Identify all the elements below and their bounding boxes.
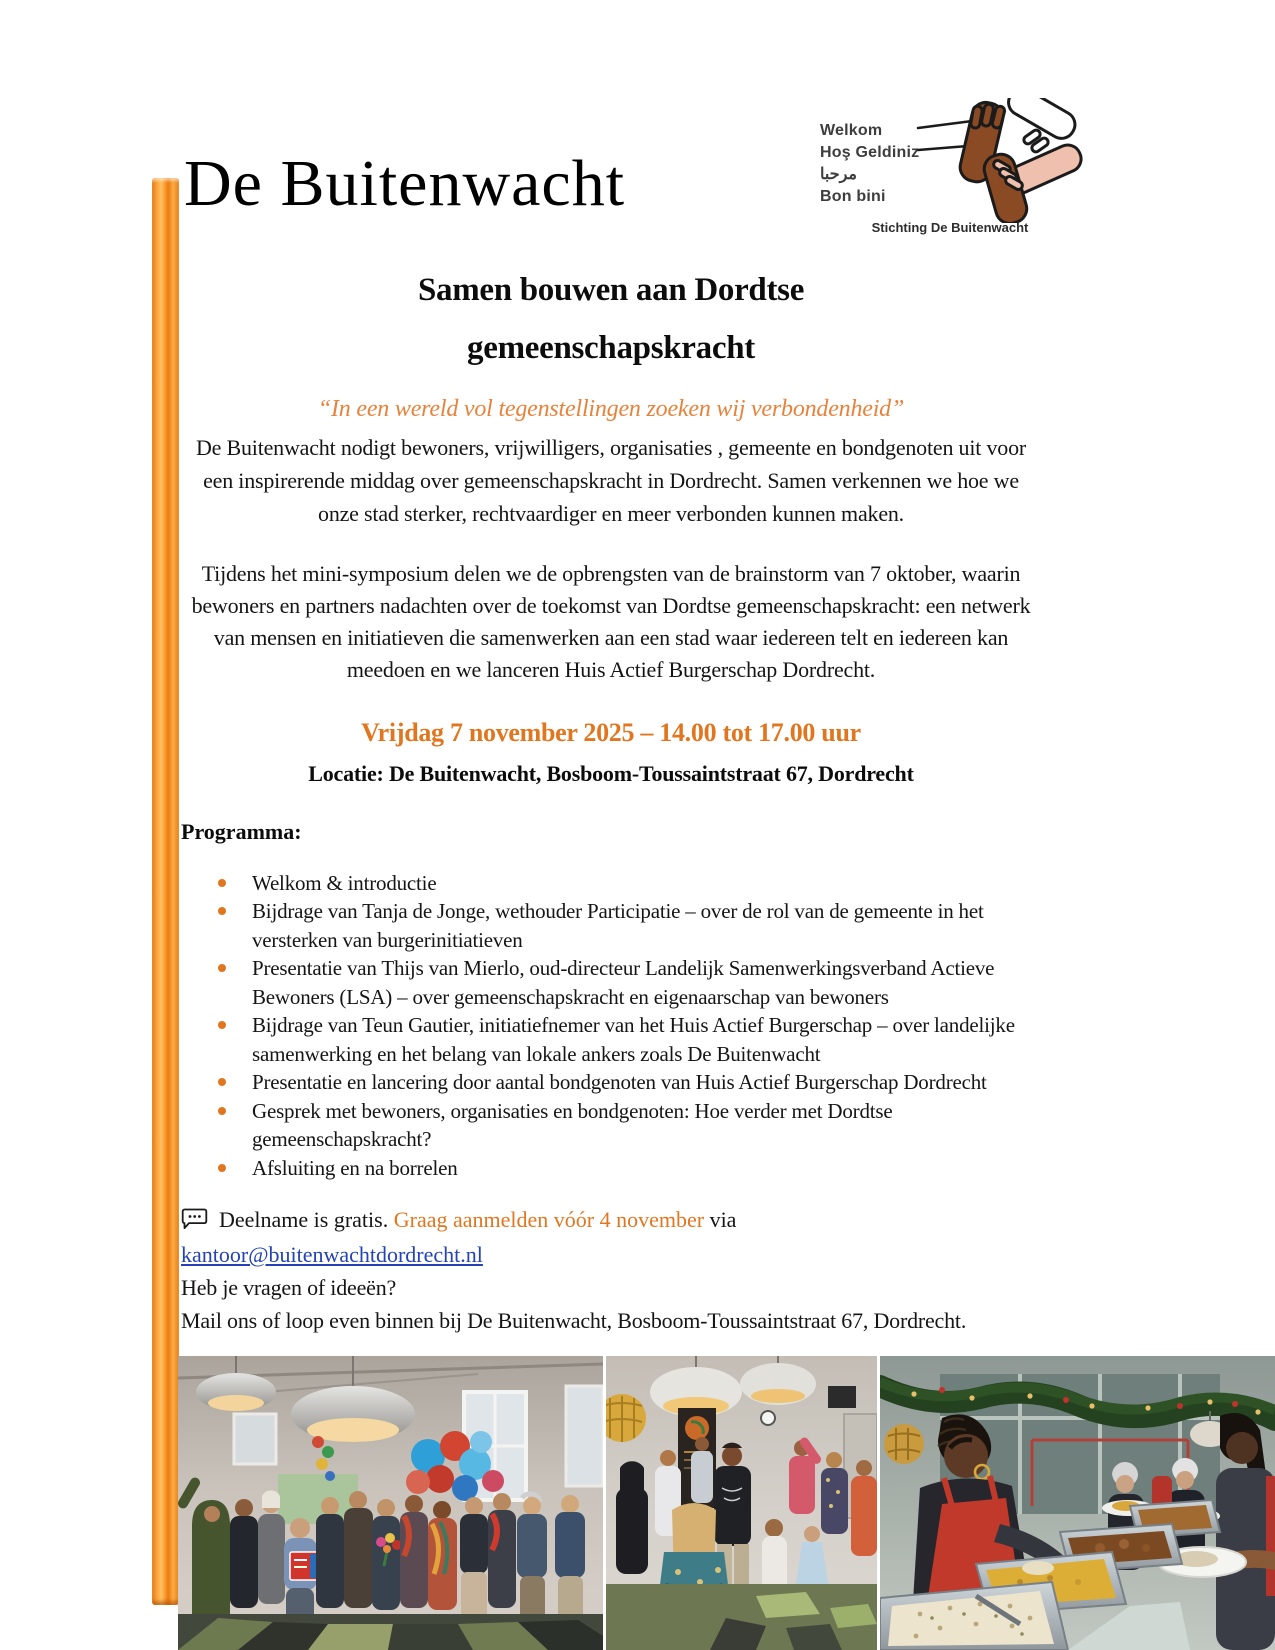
photo-buffet-serving [880, 1356, 1275, 1650]
event-heading: Samen bouwen aan Dordtse gemeenschapskracht [417, 272, 805, 366]
logo-caption: Stichting De Buitenwacht [871, 220, 1029, 235]
logo-welcome-line: مرحبا [820, 166, 857, 183]
program-item [181, 897, 1041, 954]
bullet-icon [218, 1021, 226, 1029]
signup-text: Deelname is gratis. [219, 1207, 394, 1232]
bullet-icon [218, 964, 226, 972]
symposium-paragraph: Tijdens het mini-symposium delen we de opbrengsten van de brainstorm van 7 oktober, waarin bewoners en partners nadachten over de toekomst van Dordtse gemeenschapskracht: een netwerk van mensen en initiatieven die samenwerken aan een stad waar iedereen telt en iedereen kan meedoen en we lanceren Huis Actief Burgerschap Dordrecht. [191, 560, 1031, 682]
program-label: Programma: [181, 818, 302, 844]
mail-line: Mail ons of loop even binnen bij De Buitenwacht, Bosboom-Toussaintstraat 67, Dordrecht. [181, 1308, 967, 1333]
event-quote: “In een wereld vol tegenstellingen zoeken wij verbondenheid” [317, 395, 905, 422]
signup-line [181, 1204, 1041, 1235]
signup-text: via [704, 1207, 737, 1232]
bullet-icon [218, 1107, 226, 1115]
email-link[interactable]: kantoor@buitenwachtdordrecht.nl [181, 1242, 483, 1267]
program-item-text: Afsluiting en na borrelen [252, 1155, 458, 1180]
logo-welcome-line: Welkom [820, 122, 883, 139]
speech-bubble-icon [181, 1207, 209, 1231]
logo-welcome-text [820, 120, 919, 208]
program-item-text: Presentatie en lancering door aantal bondgenoten van Huis Actief Burgerschap Dordrecht [252, 1070, 987, 1094]
logo-welcome-line: Bon bini [820, 188, 886, 205]
program-item-text: Welkom & introductie [252, 870, 437, 895]
page-title: De Buitenwacht [184, 147, 626, 220]
program-item-text: Presentatie van Thijs van Mierlo, oud-directeur Landelijk Samenwerkingsverband Actieve Bewoners (LSA) – over gemeenschapskracht en eigenaarschap van bewoners [252, 956, 995, 1009]
logo-welcome-line: Hoş Geldiniz [820, 144, 920, 161]
flyer-content [181, 262, 1041, 1336]
questions-line: Heb je vragen of ideeën? [181, 1275, 397, 1300]
three-hands-logo-icon [910, 98, 1085, 223]
program-item [181, 869, 1041, 898]
program-item [181, 1068, 1041, 1097]
photo-strip [178, 1356, 1275, 1650]
photo-community-dancing [606, 1356, 877, 1650]
intro-paragraph: De Buitenwacht nodigt bewoners, vrijwilligers, organisaties , gemeente en bondgenoten uit voor een inspirerende middag over gemeenschapskracht in Dordrecht. Samen verkennen we hoe we onze stad sterker, rechtvaardiger en meer verbonden kunnen maken. [195, 434, 1027, 526]
bullet-icon [218, 1078, 226, 1086]
signup-deadline-text: Graag aanmelden vóór 4 november [393, 1207, 705, 1232]
event-date-heading: Vrijdag 7 november 2025 – 14.00 tot 17.00 uur [361, 717, 861, 747]
program-item [181, 1097, 1041, 1154]
program-item [181, 954, 1041, 1011]
left-accent-bar [152, 178, 179, 1605]
event-location: Locatie: De Buitenwacht, Bosboom-Toussaintstraat 67, Dordrecht [308, 760, 914, 786]
program-item-text: Gesprek met bewoners, organisaties en bondgenoten: Hoe verder met Dordtse gemeenschapskracht? [252, 1098, 893, 1151]
program-item-text: Bijdrage van Tanja de Jonge, wethouder Participatie – over de rol van de gemeente in het versterken van burgerinitiatieven [252, 899, 984, 952]
photo-group-with-balloons [178, 1356, 603, 1650]
bullet-icon [218, 879, 226, 887]
bullet-icon [218, 907, 226, 915]
logo [810, 100, 1090, 245]
program-list [181, 869, 1041, 1183]
program-item-text: Bijdrage van Teun Gautier, initiatiefnemer van het Huis Actief Burgerschap – over landelijke samenwerking en het belang van lokale ankers zoals De Buitenwacht [252, 1013, 1015, 1066]
program-item [181, 1154, 1041, 1183]
bullet-icon [218, 1164, 226, 1172]
program-item [181, 1011, 1041, 1068]
